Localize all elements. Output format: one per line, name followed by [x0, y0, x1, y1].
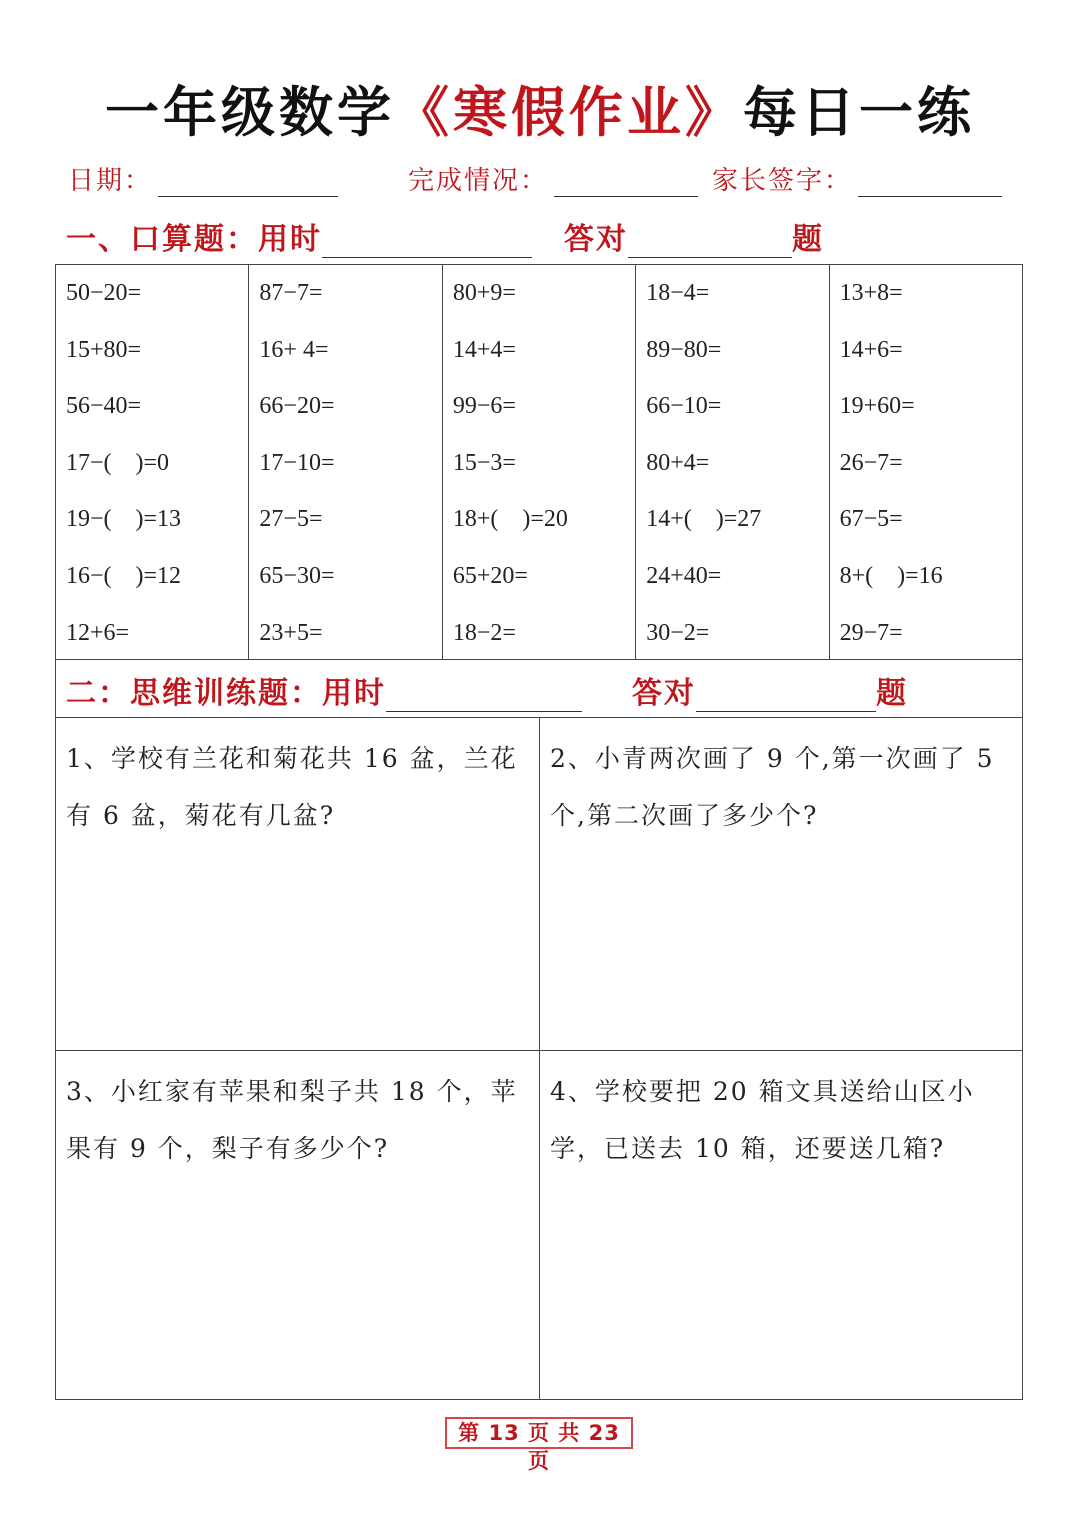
calc-item: 18−2=: [452, 619, 516, 646]
calc-item: 56−40=: [66, 393, 142, 420]
title-part2: 《寒假作业》: [395, 81, 743, 144]
info-row: [68, 160, 1008, 200]
section1-time-blank[interactable]: [322, 223, 532, 258]
page-title: [0, 70, 1080, 147]
date-label: 日期：: [68, 166, 153, 196]
calc-item: 17−( )=0: [66, 449, 170, 476]
calc-item: 24+40=: [646, 562, 722, 589]
calc-item: 19+60=: [839, 393, 915, 420]
calculation-table: [55, 264, 1023, 660]
calc-item: 15+80=: [66, 336, 142, 363]
calc-item: 16+ 4=: [259, 336, 329, 363]
calc-column-4: [636, 265, 829, 659]
problem-1: 1、学校有兰花和菊花共 16 盆，兰花有 6 盆，菊花有几盆?: [66, 744, 518, 830]
parent-sign-field: [712, 160, 1002, 197]
status-blank[interactable]: [554, 166, 698, 197]
problem-3: 3、小红家有苹果和梨子共 18 个，苹果有 9 个，梨子有多少个?: [66, 1077, 518, 1163]
calc-item: 12+6=: [66, 619, 130, 646]
calc-item: 14+4=: [452, 336, 516, 363]
thinking-problems-box: [55, 660, 1023, 1400]
calc-item: 13+8=: [839, 280, 903, 306]
page-number: 第 13 页 共 23 页: [445, 1417, 633, 1449]
section1-correct-blank[interactable]: [628, 223, 792, 258]
parent-sign-blank[interactable]: [858, 166, 1002, 197]
calc-item: 8+( )=16: [839, 562, 943, 589]
calc-item: 80+4=: [646, 449, 710, 476]
title-part1: 一年级数学: [105, 81, 395, 144]
section1-heading: [66, 214, 824, 258]
calc-column-1: [56, 265, 249, 659]
section2-time-blank[interactable]: [386, 677, 582, 712]
calc-column-2: [249, 265, 442, 659]
problem-4: 4、学校要把 20 箱文具送给山区小学，已送去 10 箱，还要送几箱?: [550, 1077, 975, 1163]
calc-item: 29−7=: [839, 619, 903, 646]
calc-item: 67−5=: [839, 506, 903, 533]
calc-item: 89−80=: [646, 336, 722, 363]
calc-item: 50−20=: [66, 280, 142, 306]
section1-correct-label: 答对: [564, 222, 628, 257]
calc-item: 30−2=: [646, 619, 710, 646]
calc-item: 18−4=: [646, 280, 710, 306]
calc-item: 99−6=: [452, 393, 516, 420]
calc-column-3: [443, 265, 636, 659]
section1-end-label: 题: [792, 222, 824, 257]
calc-item: 18+( )=20: [452, 506, 568, 533]
section2-end-label: 题: [876, 676, 908, 711]
problem-2: 2、小青两次画了 9 个,第一次画了 5 个,第二次画了多少个?: [550, 744, 995, 830]
section2-correct-label: 答对: [632, 676, 696, 711]
status-label: 完成情况：: [408, 166, 549, 196]
calc-item: 87−7=: [259, 280, 323, 306]
date-blank[interactable]: [158, 166, 338, 197]
calc-item: 14+6=: [839, 336, 903, 363]
date-field: [68, 160, 338, 197]
calc-item: 26−7=: [839, 449, 903, 476]
calc-item: 14+( )=27: [646, 506, 762, 533]
title-part3: 每日一练: [743, 81, 975, 144]
calc-item: 80+9=: [452, 280, 516, 306]
calc-item: 65−30=: [259, 562, 335, 589]
calc-item: 23+5=: [259, 619, 323, 646]
section1-title: 一、口算题：用时: [66, 222, 322, 257]
calc-column-5: [830, 265, 1022, 659]
calc-item: 15−3=: [452, 449, 516, 476]
calc-item: 65+20=: [452, 562, 528, 589]
parent-sign-label: 家长签字：: [712, 166, 853, 196]
section2-heading: [66, 668, 908, 712]
section2-title: 二：思维训练题：用时: [66, 676, 386, 711]
calc-item: 17−10=: [259, 449, 335, 476]
calc-item: 66−20=: [259, 393, 335, 420]
calc-item: 19−( )=13: [66, 506, 182, 533]
section2-correct-blank[interactable]: [696, 677, 876, 712]
calc-item: 27−5=: [259, 506, 323, 533]
calc-item: 16−( )=12: [66, 562, 182, 589]
status-field: [408, 160, 698, 197]
calc-item: 66−10=: [646, 393, 722, 420]
